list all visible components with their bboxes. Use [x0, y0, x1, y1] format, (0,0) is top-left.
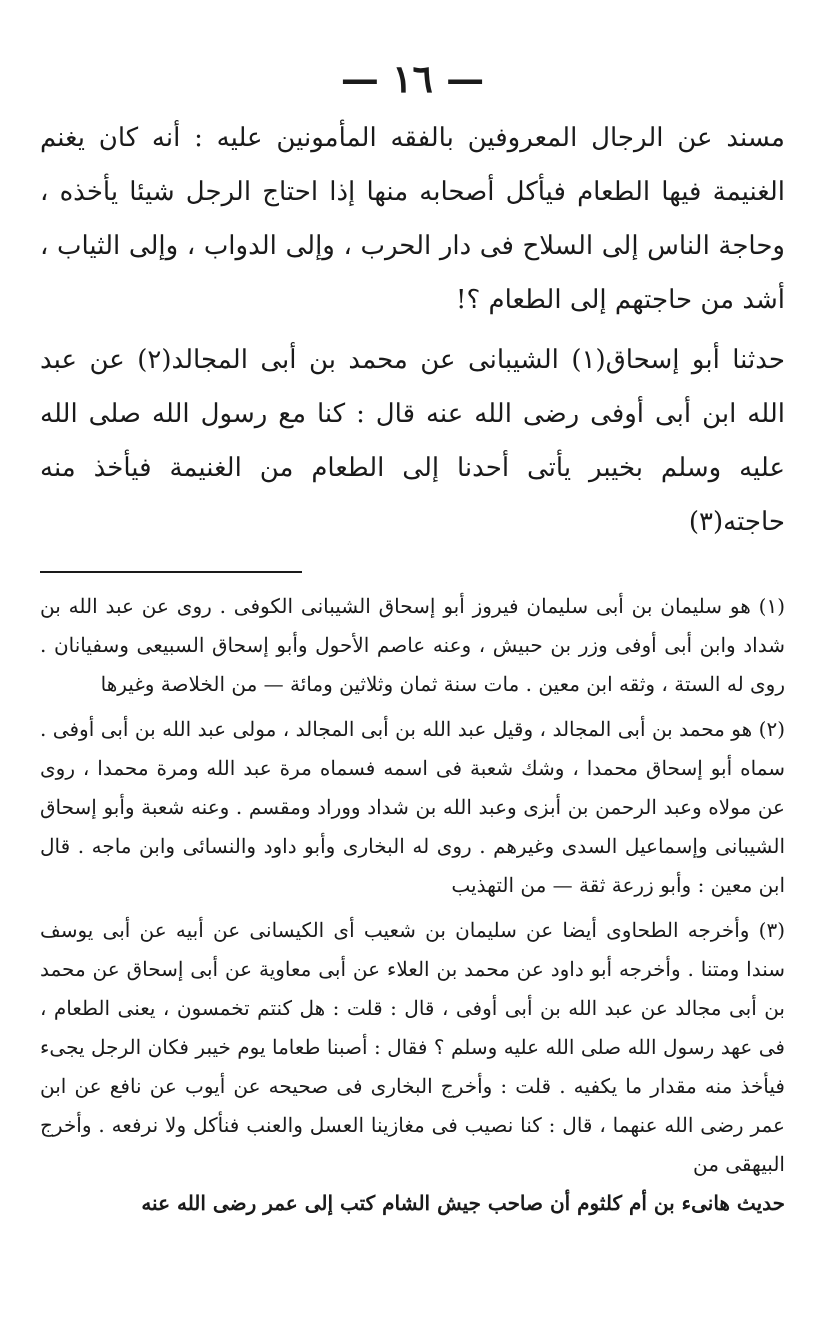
book-page: [40, 55, 785, 1223]
footnote-separator: [40, 571, 302, 573]
footnote-1: (١) هو سليمان بن أبى سليمان فيروز أبو إسحاق الشيبانى الكوفى . روى عن عبد الله بن شداد وابن أبى أوفى وزر بن حبيش ، وعنه عاصم الأحول وأبو إسحاق السبيعى وسفيانان . روى له الستة ، وثقه ابن معين . مات سنة ثمان وثلاثين ومائة — من الخلاصة وغيرها: [40, 594, 785, 696]
main-paragraph-2: حدثنا أبو إسحاق(١) الشيبانى عن محمد بن أبى المجالد(٢) عن عبد الله ابن أبى أوفى رضى الله عنه قال : كنا مع رسول الله صلى الله عليه وسلم بخيبر يأتى أحدنا إلى الطعام من الغنيمة فيأخذ منه حاجته(٣): [40, 345, 785, 537]
footnote-3: (٣) وأخرجه الطحاوى أيضا عن سليمان بن شعيب أى الكيسانى عن أبيه عن أبى يوسف سندا ومتنا . وأخرجه أبو داود عن محمد بن العلاء عن أبى معاوية عن أبى إسحاق عن محمد بن أبى مجالد عن عبد الله بن أبى أوفى ، قال : قلت : هل كنتم تخمسون ، يعنى الطعام ، فى عهد رسول الله صلى الله عليه وسلم ؟ فقال : أصبنا طعاما يوم خيبر فكان الرجل يجىء فيأخذ منه مقدار ما يكفيه . قلت : وأخرج البخارى فى صحيحه عن أيوب عن نافع عن ابن عمر رضى الله عنهما ، قال : كنا نصيب فى مغازينا العسل والعنب فنأكل ولا نرفعه . وأخرج البيهقى من: [40, 918, 786, 1176]
footnote-2: (٢) هو محمد بن أبى المجالد ، وقيل عبد الله بن أبى المجالد ، مولى عبد الله بن أبى أوفى . سماه أبو إسحاق محمدا ، وشك شعبة فى اسمه فسماه مرة عبد الله ومرة محمدا ، روى عن مولاه وعبد الرحمن بن أبزى وعبد الله بن شداد ووراد ومقسم . وعنه شعبة وأبو إسحاق الشيبانى وإسماعيل السدى وغيرهم . روى له البخارى وأبو داود والنسائى وابن ماجه . قال ابن معين : وأبو زرعة ثقة — من التهذيب: [40, 717, 785, 897]
main-paragraph-1: مسند عن الرجال المعروفين بالفقه المأمونين عليه : أنه كان يغنم الغنيمة فيها الطعام فيأكل أصحابه منها إذا احتاج الرجل شيئا يأخذه ، وحاجة الناس إلى السلاح فى دار الحرب ، وإلى الدواب ، وإلى الثياب ، أشد من حاجتهم إلى الطعام ؟!: [40, 123, 785, 315]
main-text: [40, 111, 785, 549]
footnote-3-last-line: حديث هانىء بن أم كلثوم أن صاحب جيش الشام كتب إلى عمر رضى الله عنه: [141, 1191, 785, 1215]
footnotes: [40, 587, 785, 1223]
page-number: — ١٦ —: [340, 56, 485, 101]
